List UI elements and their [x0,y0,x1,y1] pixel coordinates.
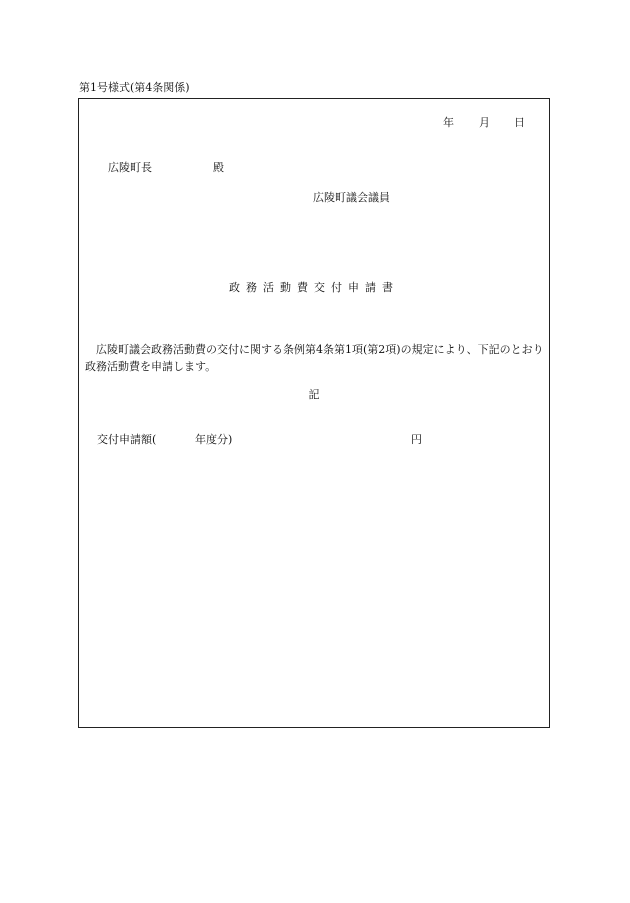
addressee-name: 広陵町長 [108,161,152,174]
date-month-label: 月 [479,116,490,129]
amount-fiscal-year-label: 年度分) [195,433,233,446]
amount-label: 交付申請額( [97,433,157,446]
amount-yen-unit: 円 [411,433,422,446]
ki-heading: 記 [308,388,320,401]
application-form-frame [78,98,550,728]
amount-row [97,433,427,449]
addressee-honorific: 殿 [213,161,224,174]
form-number-label: 第1号様式(第4条関係) [79,81,190,94]
date-year-label: 年 [443,116,454,129]
application-body-text: 広陵町議会政務活動費の交付に関する条例第4条第1項(第2項)の規定により、下記のとおり政務活動費を申請します。 [85,343,544,373]
date-day-label: 日 [514,116,525,129]
applicant-label: 広陵町議会議員 [313,191,390,204]
document-title: 政務活動費交付申請書 [229,281,399,294]
